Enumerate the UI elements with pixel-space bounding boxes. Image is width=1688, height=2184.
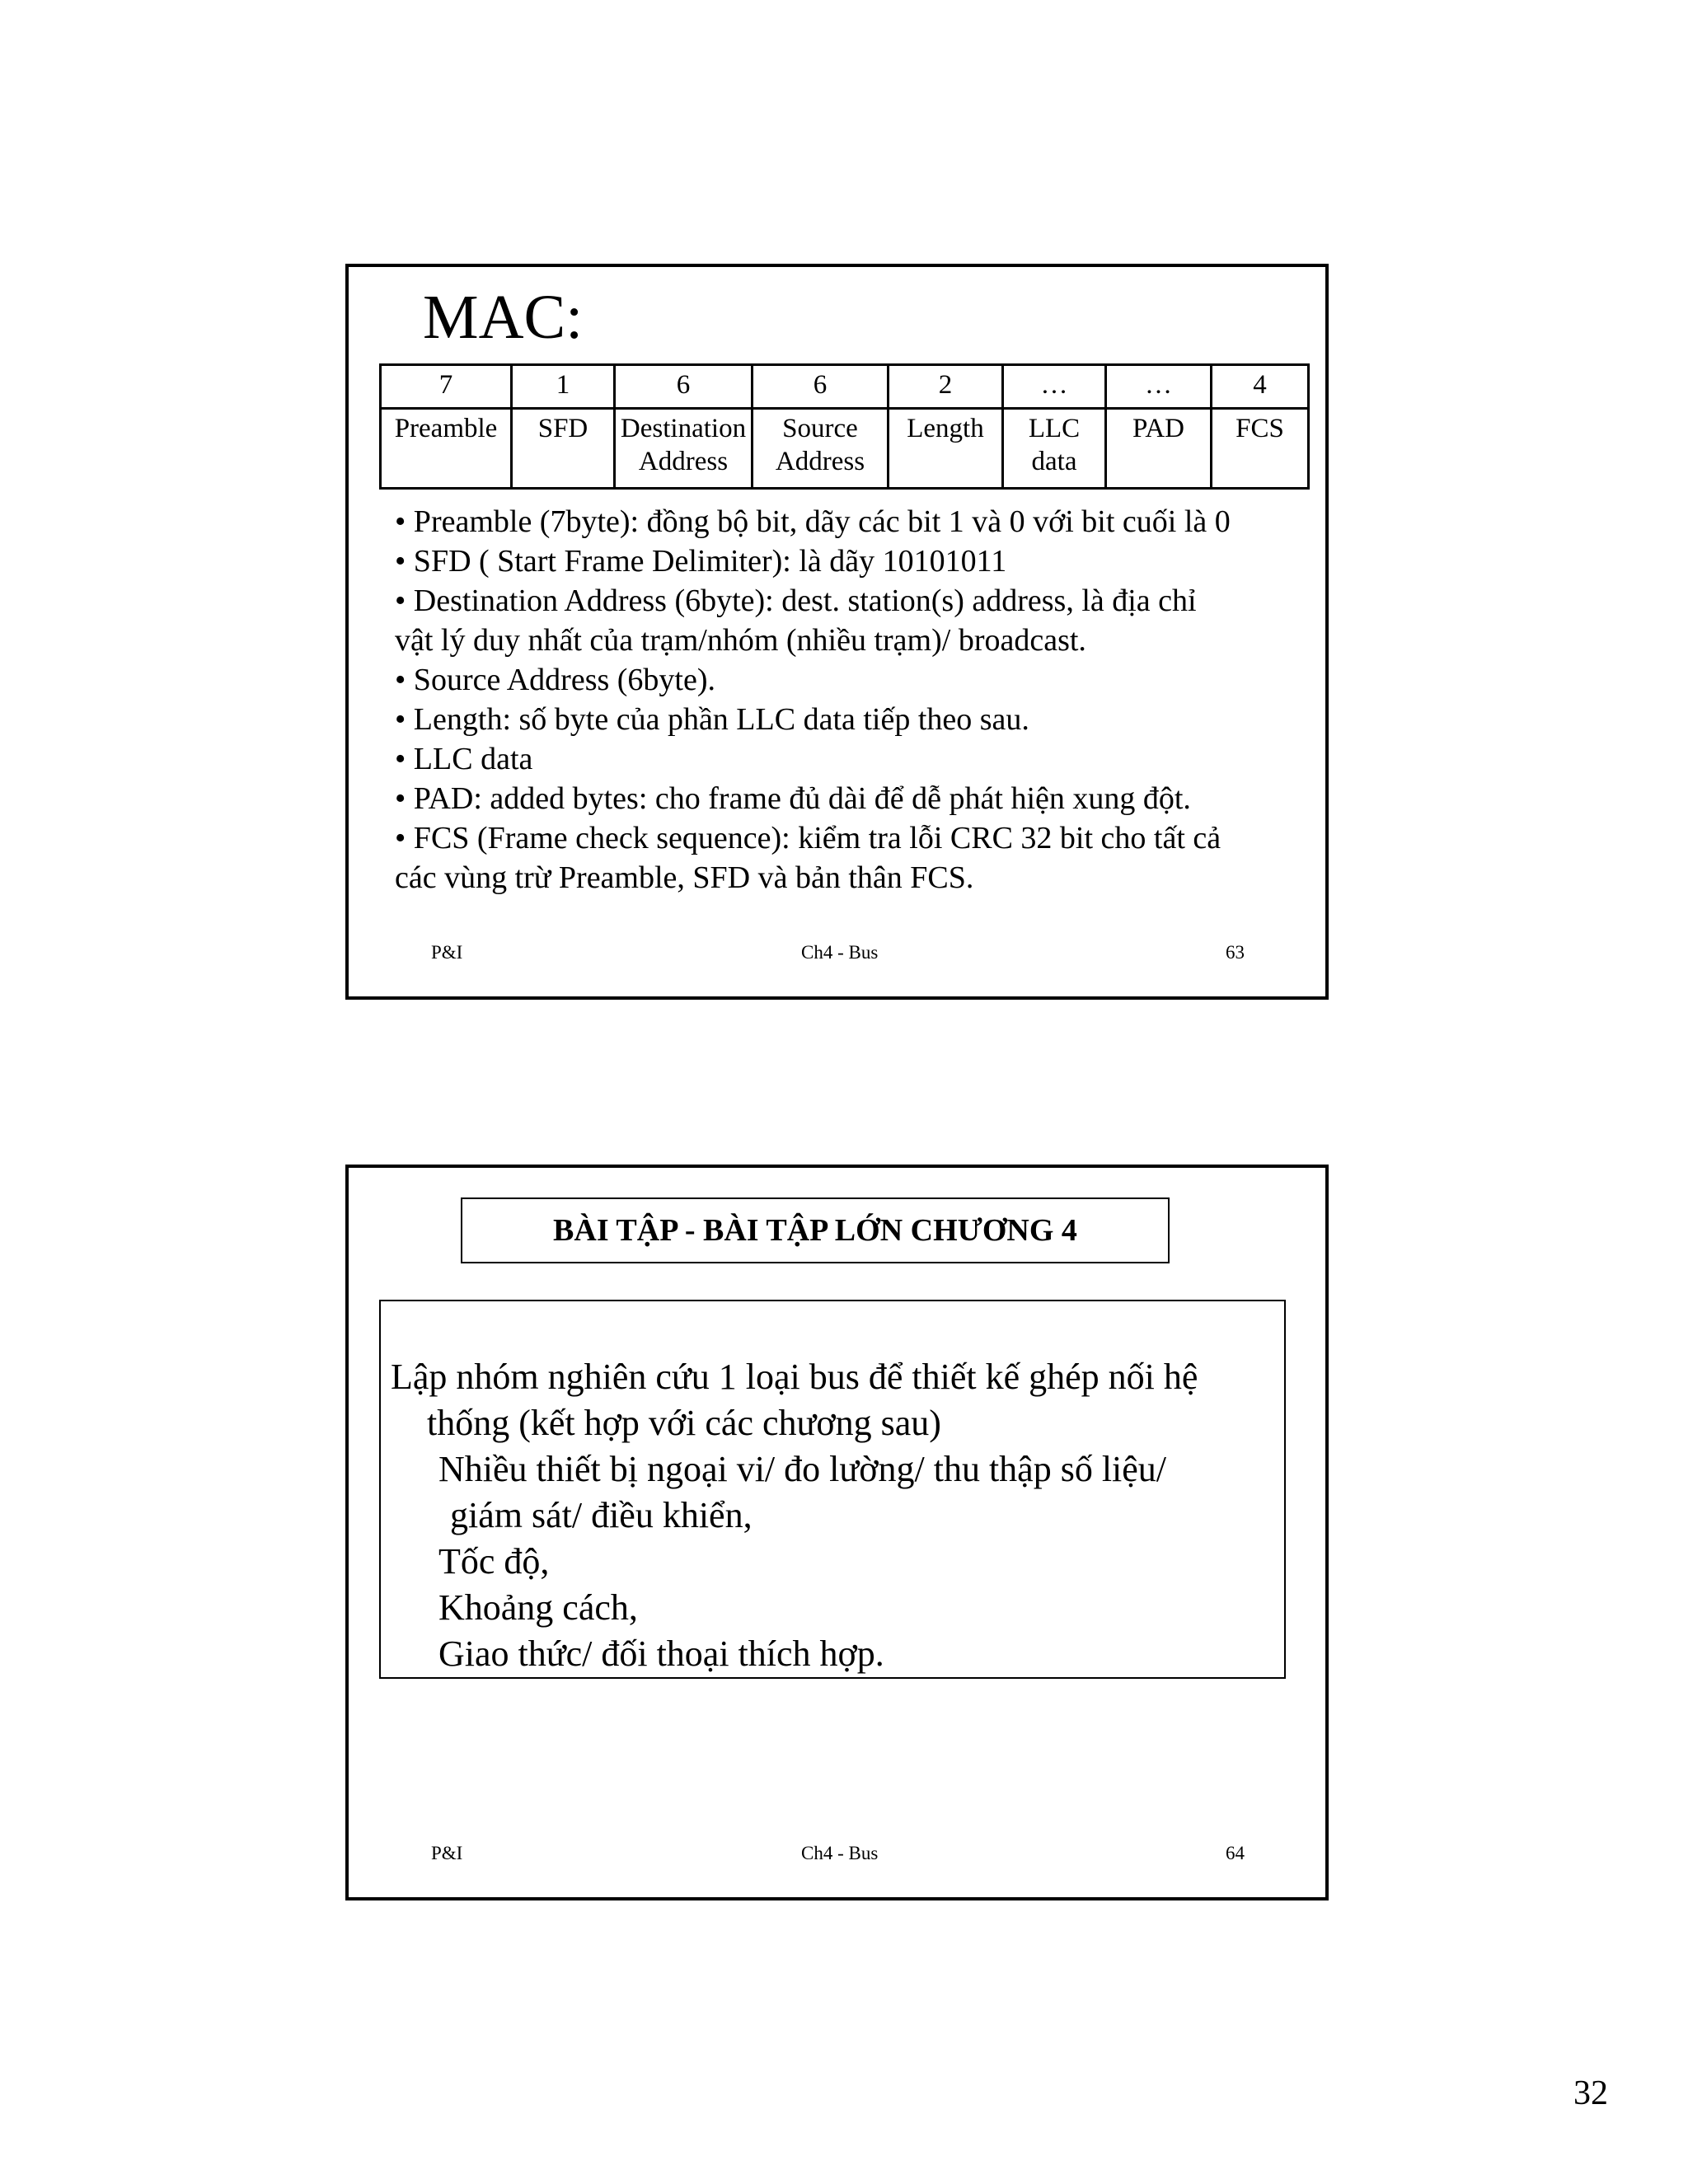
bullet-line: • Source Address (6byte). [395, 663, 715, 697]
footer-left: P&I [431, 1843, 463, 1863]
exercise-line: Tốc độ, [438, 1541, 550, 1582]
bullet-line: • Preamble (7byte): đồng bộ bit, dãy các bit 1 và 0 với bit cuối là 0 [395, 504, 1231, 539]
field-cell-destination-address: Destination Address [615, 409, 753, 489]
slide-title: MAC: [423, 283, 584, 352]
mac-frame-table [379, 363, 1310, 490]
page-number: 32 [1573, 2074, 1608, 2112]
field-cell-fcs: FCS [1212, 409, 1309, 489]
size-cell: … [1106, 365, 1212, 409]
bullet-line: • LLC data [395, 742, 533, 776]
size-cell: 2 [889, 365, 1003, 409]
exercise-line: Nhiều thiết bị ngoại vi/ đo lường/ thu thập số liệu/ [438, 1449, 1167, 1489]
footer-left: P&I [431, 942, 463, 963]
size-cell: … [1003, 365, 1106, 409]
bullet-line: • Destination Address (6byte): dest. station(s) address, là địa chỉ [395, 583, 1197, 618]
bullet-line: • PAD: added bytes: cho frame đủ dài để dễ phát hiện xung đột. [395, 781, 1191, 816]
exercise-line: thống (kết hợp với các chương sau) [427, 1403, 941, 1443]
slide-title: BÀI TẬP - BÀI TẬP LỚN CHƯƠNG 4 [461, 1197, 1170, 1263]
slide-63 [345, 264, 1329, 1000]
footer-center: Ch4 - Bus [801, 1843, 879, 1863]
exercise-line: Giao thức/ đối thoại thích hợp. [438, 1633, 884, 1674]
frame-size-row [381, 365, 1309, 409]
exercise-line: giám sát/ điều khiển, [450, 1495, 753, 1535]
bullet-list [395, 502, 1301, 898]
size-cell: 1 [512, 365, 615, 409]
bullet-line: • Length: số byte của phần LLC data tiếp theo sau. [395, 702, 1029, 737]
bullet-line: các vùng trừ Preamble, SFD và bản thân FCS. [395, 860, 974, 895]
bullet-line: • SFD ( Start Frame Delimiter): là dãy 10101011 [395, 544, 1007, 579]
field-cell-llc-data: LLC data [1003, 409, 1106, 489]
exercise-line: Lập nhóm nghiên cứu 1 loại bus để thiết kế ghép nối hệ [391, 1357, 1198, 1397]
field-cell-preamble: Preamble [381, 409, 512, 489]
slide-number: 64 [1226, 1843, 1245, 1863]
slide-64 [345, 1165, 1329, 1900]
size-cell: 7 [381, 365, 512, 409]
size-cell: 4 [1212, 365, 1309, 409]
field-cell-pad: PAD [1106, 409, 1212, 489]
exercise-box [379, 1300, 1286, 1679]
exercise-line: Khoảng cách, [438, 1587, 638, 1628]
field-cell-length: Length [889, 409, 1003, 489]
footer-center: Ch4 - Bus [801, 942, 879, 963]
frame-field-row [381, 409, 1309, 489]
field-cell-sfd: SFD [512, 409, 615, 489]
size-cell: 6 [615, 365, 753, 409]
bullet-line: • FCS (Frame check sequence): kiểm tra lỗi CRC 32 bit cho tất cả [395, 821, 1221, 855]
size-cell: 6 [753, 365, 889, 409]
bullet-line: vật lý duy nhất của trạm/nhóm (nhiều trạm)/ broadcast. [395, 623, 1086, 658]
field-cell-source-address: Source Address [753, 409, 889, 489]
slide-number: 63 [1226, 942, 1245, 963]
